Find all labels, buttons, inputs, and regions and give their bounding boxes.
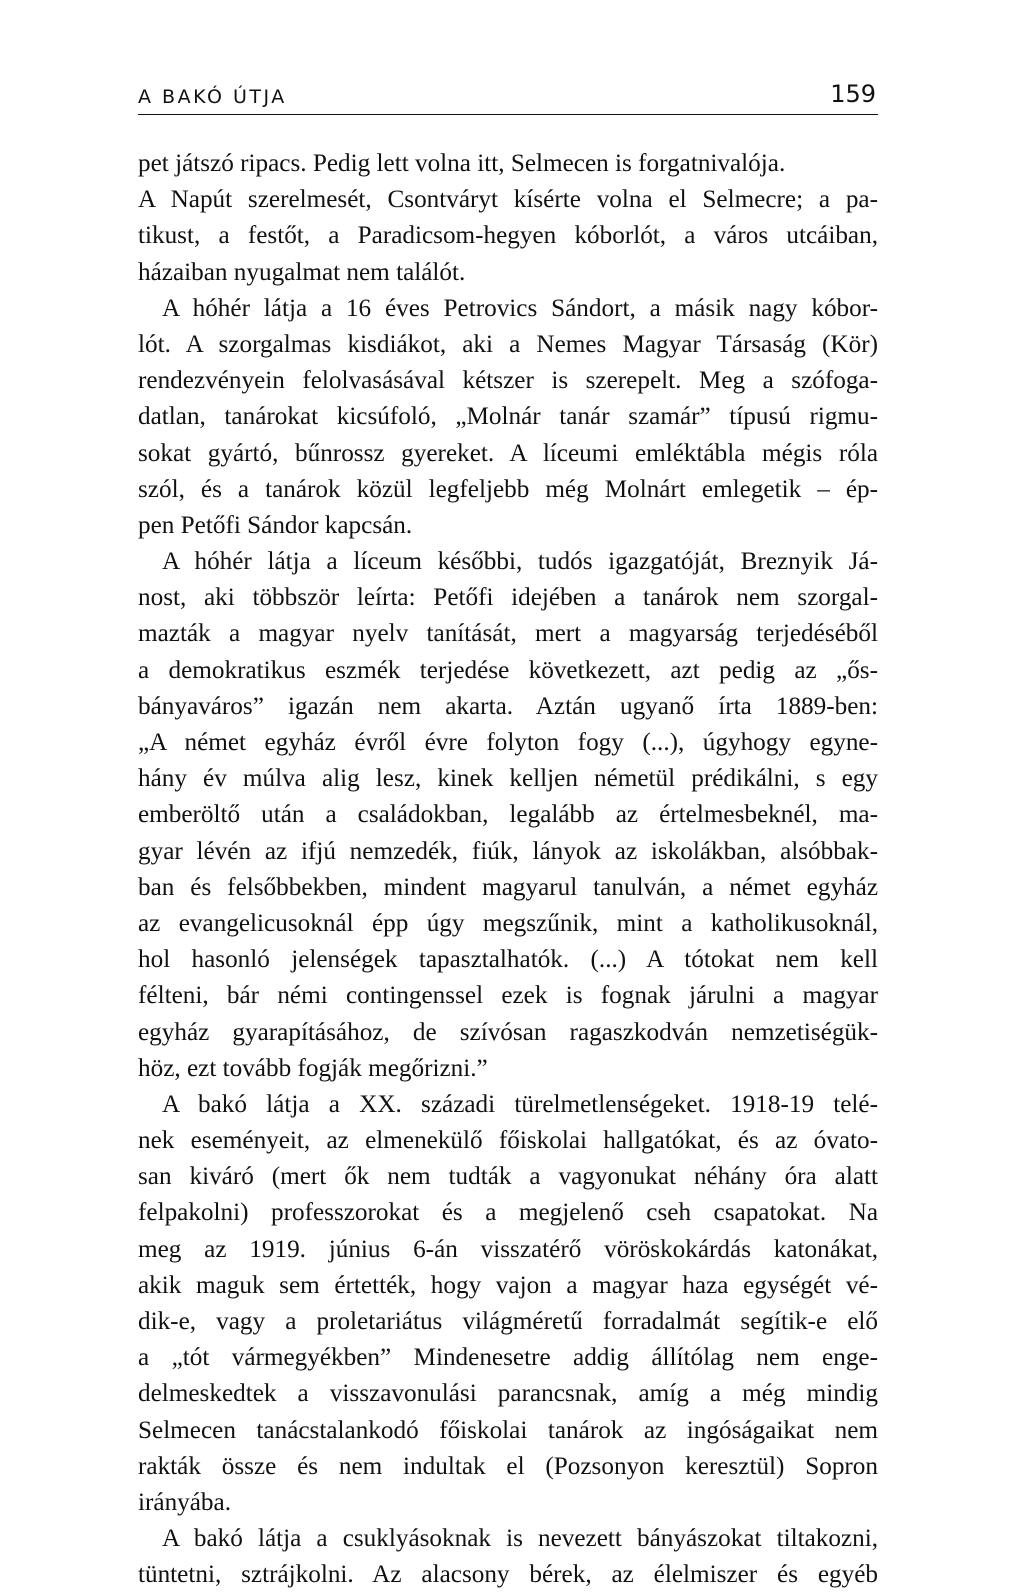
text-line: sokat gyártó, bűnrossz gyereket. A líceumi emléktábla mégis róla	[138, 439, 878, 467]
text-line: egyház gyarapításához, de szívósan ragaszkodván nemzetiségük-	[138, 1018, 878, 1046]
text-line: felpakolni) professzorokat és a megjelenő cseh csapatokat. Na	[138, 1199, 878, 1227]
text-line: pet játszó ripacs. Pedig lett volna itt, Selmecen is forgatnivalója.	[138, 150, 786, 177]
text-line: emberöltő után a családokban, legalább az értelmesbeknél, ma-	[138, 801, 878, 829]
text-line: meg az 1919. június 6-án visszatérő vöröskokárdás katonákat,	[138, 1235, 878, 1263]
body-text	[138, 146, 878, 1594]
text-line: A hóhér látja a 16 éves Petrovics Sándort, a másik nagy kóbor-	[162, 294, 878, 322]
text-line: datlan, tanárokat kicsúfoló, „Molnár tanár szamár” típusú rigmu-	[138, 403, 878, 431]
text-line: szól, és a tanárok közül legfeljebb még Molnárt emlegetik – ép-	[138, 475, 878, 503]
text-line: san kiváró (mert ők nem tudták a vagyonukat néhány óra alatt	[138, 1163, 878, 1191]
text-line: delmeskedtek a visszavonulási parancsnak, amíg a még mindig	[138, 1380, 878, 1408]
text-line: lót. A szorgalmas kisdiákot, aki a Nemes Magyar Társaság (Kör)	[138, 330, 878, 358]
text-line: házaiban nyugalmat nem találót.	[138, 258, 466, 286]
text-line: pen Petőfi Sándor kapcsán.	[138, 511, 413, 539]
text-line: hol hasonló jelenségek tapasztalhatók. (...) A tótokat nem kell	[138, 946, 878, 974]
text-line: nek eseményeit, az elmenekülő főiskolai hallgatókat, és az óvato-	[138, 1127, 878, 1155]
page-number: 159	[830, 80, 876, 108]
text-line: akik maguk sem értették, hogy vajon a magyar haza egységét vé-	[138, 1271, 878, 1299]
text-line: a „tót vármegyékben” Mindenesetre addig állítólag nem enge-	[138, 1344, 878, 1372]
text-line: hány év múlva alig lesz, kinek kelljen németül prédikálni, s egy	[138, 765, 878, 793]
text-line: bányaváros” igazán nem akarta. Aztán ugyanő írta 1889-ben:	[138, 692, 878, 720]
text-line: A hóhér látja a líceum későbbi, tudós igazgatóját, Breznyik Já-	[162, 548, 878, 576]
text-line: irányába.	[138, 1488, 232, 1516]
text-line: A bakó látja a XX. századi türelmetlenségeket. 1918-19 telé-	[162, 1090, 878, 1118]
text-line: tikust, a festőt, a Paradicsom-hegyen kóborlót, a város utcáiban,	[138, 222, 878, 250]
text-line: gyar lévén az ifjú nemzedék, fiúk, lányok az iskolákban, alsóbbak-	[138, 837, 878, 865]
running-header	[138, 80, 878, 115]
text-line: mazták a magyar nyelv tanítását, mert a magyarság terjedéséből	[138, 620, 878, 648]
text-line: A Napút szerelmesét, Csontváryt kísérte volna el Selmecre; a pa-	[138, 186, 878, 214]
text-line: tüntetni, sztrájkolni. Az alacsony bérek, az élelmiszer és egyéb	[138, 1561, 878, 1589]
text-line: „A német egyház évről évre folyton fogy (...), úgyhogy egyne-	[138, 729, 878, 756]
text-line: félteni, bár némi contingenssel ezek is fognak járulni a magyar	[138, 982, 878, 1010]
text-line: nost, aki többször leírta: Petőfi idejében a tanárok nem szorgal-	[138, 584, 878, 612]
text-line: a demokratikus eszmék terjedése következett, azt pedig az „ős-	[138, 656, 878, 684]
running-title: A BAKÓ ÚTJA	[138, 86, 287, 108]
text-line: az evangelicusoknál épp úgy megszűnik, mint a katholikusoknál,	[138, 909, 878, 937]
text-line: rakták össze és nem indultak el (Pozsonyon keresztül) Sopron	[138, 1452, 878, 1480]
text-line: A bakó látja a csuklyásoknak is nevezett bányászokat tiltakozni,	[162, 1525, 878, 1553]
text-line: Selmecen tanácstalankodó főiskolai tanárok az ingóságaikat nem	[138, 1416, 878, 1444]
text-line: höz, ezt tovább fogják megőrizni.”	[138, 1054, 488, 1082]
text-line: dik-e, vagy a proletariátus világméretű forradalmát segítik-e elő	[138, 1308, 878, 1335]
text-line: ban és felsőbbekben, mindent magyarul tanulván, a német egyház	[138, 873, 878, 901]
text-line: rendezvényein felolvasásával kétszer is szerepelt. Meg a szófoga-	[138, 367, 878, 395]
